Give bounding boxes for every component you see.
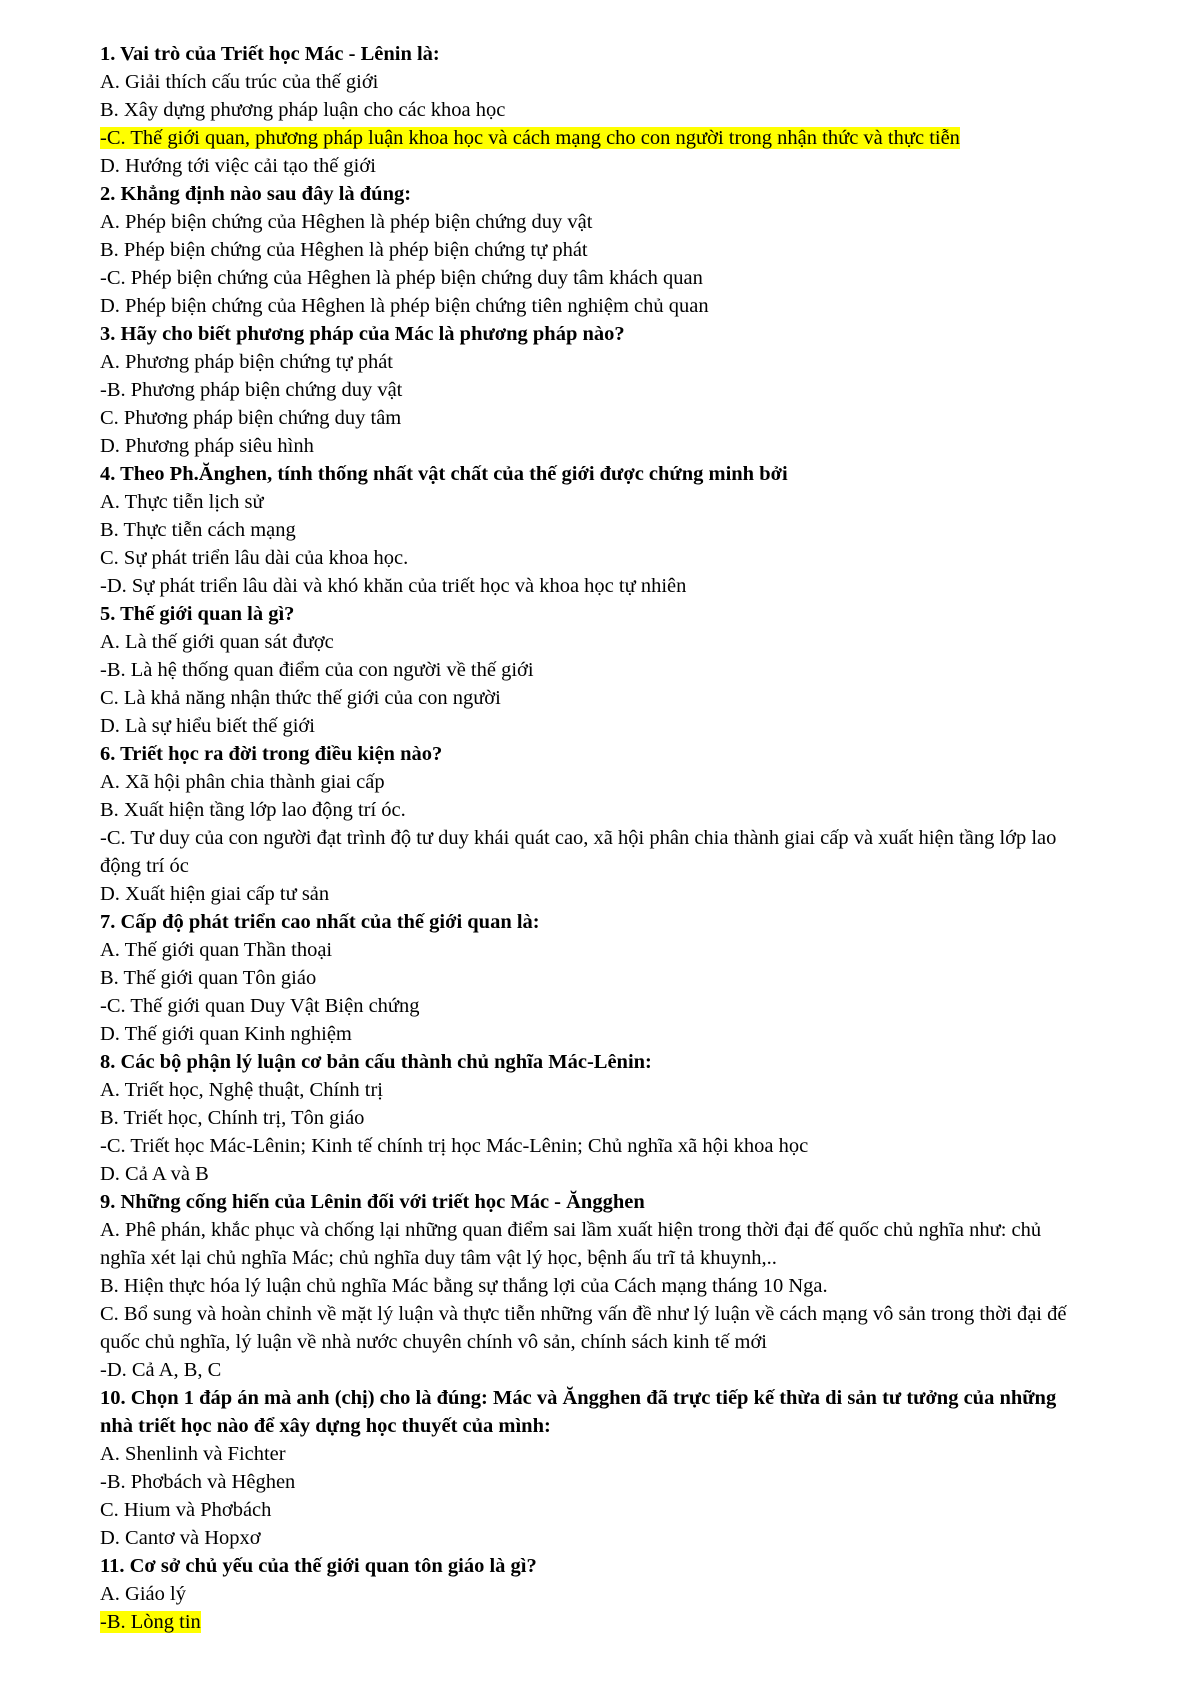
answer-text: D. Là sự hiểu biết thế giới: [100, 715, 315, 737]
answer-option: [100, 124, 1090, 152]
answer-text: C. Phương pháp biện chứng duy tâm: [100, 407, 402, 429]
question-block: [100, 460, 1090, 600]
answer-option: [100, 964, 1090, 992]
question-block: [100, 180, 1090, 320]
highlighted-answer-text: -B. Lòng tin: [100, 1611, 201, 1633]
answer-option: [100, 1440, 1090, 1468]
answer-text: -B. Phương pháp biện chứng duy vật: [100, 379, 403, 401]
answer-text: B. Triết học, Chính trị, Tôn giáo: [100, 1107, 365, 1129]
answer-option: [100, 684, 1090, 712]
quiz-content: [100, 40, 1090, 1636]
answer-text: D. Phương pháp siêu hình: [100, 435, 314, 457]
answer-text: A. Shenlinh và Fichter: [100, 1443, 286, 1465]
answer-text: C. Sự phát triển lâu dài của khoa học.: [100, 547, 409, 569]
answer-option: [100, 404, 1090, 432]
answer-option: [100, 264, 1090, 292]
answer-option: [100, 1104, 1090, 1132]
question-title: 10. Chọn 1 đáp án mà anh (chị) cho là đúng: Mác và Ăngghen đã trực tiếp kế thừa di sản tư tưởng của những nhà triết học nào để xây dựng học thuyết của mình:: [100, 1387, 1057, 1437]
answer-text: A. Giáo lý: [100, 1583, 186, 1605]
answer-text: B. Xây dựng phương pháp luận cho các khoa học: [100, 99, 506, 121]
answer-text: D. Thế giới quan Kinh nghiệm: [100, 1023, 352, 1045]
answer-text: A. Xã hội phân chia thành giai cấp: [100, 771, 385, 793]
answer-text: D. Cả A và B: [100, 1163, 209, 1185]
answer-text: D. Cantơ và Hopxơ: [100, 1527, 261, 1549]
answer-text: B. Phép biện chứng của Hêghen là phép biện chứng tự phát: [100, 239, 588, 261]
answer-text: D. Phép biện chứng của Hêghen là phép biện chứng tiên nghiệm chủ quan: [100, 295, 709, 317]
answer-option: [100, 628, 1090, 656]
answer-text: -D. Sự phát triển lâu dài và khó khăn của triết học và khoa học tự nhiên: [100, 575, 687, 597]
answer-option: [100, 1272, 1090, 1300]
answer-option: [100, 544, 1090, 572]
answer-text: A. Phép biện chứng của Hêghen là phép biện chứng duy vật: [100, 211, 593, 233]
answer-option: [100, 712, 1090, 740]
answer-option: [100, 292, 1090, 320]
question-block: [100, 908, 1090, 1048]
answer-option: [100, 656, 1090, 684]
answer-option: [100, 152, 1090, 180]
question-block: [100, 1048, 1090, 1188]
answer-text: -C. Tư duy của con người đạt trình độ tư duy khái quát cao, xã hội phân chia thành giai cấp và xuất hiện tầng lớp lao động trí óc: [100, 827, 1057, 877]
answer-text: B. Hiện thực hóa lý luận chủ nghĩa Mác bằng sự thắng lợi của Cách mạng tháng 10 Nga.: [100, 1275, 828, 1297]
answer-text: A. Phê phán, khắc phục và chống lại những quan điểm sai lầm xuất hiện trong thời đại đế quốc chủ nghĩa như: chủ nghĩa xét lại chủ nghĩa Mác; chủ nghĩa duy tâm vật lý học, bệnh ấu trĩ tả khuynh,..: [100, 1219, 1042, 1269]
answer-option: [100, 236, 1090, 264]
answer-option: [100, 1076, 1090, 1104]
answer-option: [100, 1216, 1090, 1272]
answer-text: A. Triết học, Nghệ thuật, Chính trị: [100, 1079, 384, 1101]
answer-option: [100, 1020, 1090, 1048]
question-block: [100, 1188, 1090, 1384]
question-title: 5. Thế giới quan là gì?: [100, 603, 295, 625]
answer-option: [100, 1300, 1090, 1356]
question-title: 2. Khẳng định nào sau đây là đúng:: [100, 183, 412, 205]
highlighted-answer-text: -C. Thế giới quan, phương pháp luận khoa học và cách mạng cho con người trong nhận thức và thực tiễn: [100, 127, 960, 149]
answer-option: [100, 572, 1090, 600]
answer-option: [100, 1132, 1090, 1160]
question-title: 6. Triết học ra đời trong điều kiện nào?: [100, 743, 443, 765]
answer-option: [100, 936, 1090, 964]
answer-text: C. Là khả năng nhận thức thế giới của con người: [100, 687, 501, 709]
answer-text: D. Xuất hiện giai cấp tư sản: [100, 883, 330, 905]
question-title: 8. Các bộ phận lý luận cơ bản cấu thành chủ nghĩa Mác-Lênin:: [100, 1051, 652, 1073]
question-title: 3. Hãy cho biết phương pháp của Mác là phương pháp nào?: [100, 323, 625, 345]
answer-option: [100, 824, 1090, 880]
answer-text: A. Thế giới quan Thần thoại: [100, 939, 333, 961]
answer-option: [100, 1608, 1090, 1636]
answer-text: -C. Thế giới quan Duy Vật Biện chứng: [100, 995, 420, 1017]
answer-option: [100, 1496, 1090, 1524]
answer-option: [100, 348, 1090, 376]
answer-option: [100, 1356, 1090, 1384]
answer-option: [100, 880, 1090, 908]
answer-option: [100, 1160, 1090, 1188]
answer-text: -C. Phép biện chứng của Hêghen là phép biện chứng duy tâm khách quan: [100, 267, 703, 289]
answer-option: [100, 488, 1090, 516]
question-block: [100, 320, 1090, 460]
answer-text: C. Bổ sung và hoàn chỉnh về mặt lý luận và thực tiễn những vấn đề như lý luận về cách mạng vô sản trong thời đại đế quốc chủ nghĩa, lý luận về nhà nước chuyên chính vô sản, chính sách kinh tế mới: [100, 1303, 1067, 1353]
answer-text: A. Giải thích cấu trúc của thế giới: [100, 71, 379, 93]
answer-option: [100, 992, 1090, 1020]
answer-text: -B. Là hệ thống quan điểm của con người về thế giới: [100, 659, 534, 681]
answer-text: B. Thế giới quan Tôn giáo: [100, 967, 317, 989]
answer-option: [100, 516, 1090, 544]
answer-option: [100, 1468, 1090, 1496]
answer-option: [100, 1524, 1090, 1552]
answer-option: [100, 432, 1090, 460]
answer-option: [100, 376, 1090, 404]
answer-option: [100, 96, 1090, 124]
answer-text: A. Thực tiễn lịch sử: [100, 491, 264, 513]
question-block: [100, 40, 1090, 180]
answer-option: [100, 1580, 1090, 1608]
question-block: [100, 600, 1090, 740]
answer-text: -D. Cả A, B, C: [100, 1359, 222, 1381]
answer-text: B. Xuất hiện tầng lớp lao động trí óc.: [100, 799, 406, 821]
question-block: [100, 1552, 1090, 1636]
answer-text: D. Hướng tới việc cải tạo thế giới: [100, 155, 376, 177]
answer-text: C. Hium và Phơbách: [100, 1499, 272, 1521]
question-title: 1. Vai trò của Triết học Mác - Lênin là:: [100, 43, 440, 65]
question-title: 4. Theo Ph.Ănghen, tính thống nhất vật chất của thế giới được chứng minh bởi: [100, 463, 788, 485]
answer-text: -B. Phơbách và Hêghen: [100, 1471, 296, 1493]
answer-option: [100, 768, 1090, 796]
answer-option: [100, 68, 1090, 96]
question-block: [100, 740, 1090, 908]
question-block: [100, 1384, 1090, 1552]
answer-text: A. Phương pháp biện chứng tự phát: [100, 351, 393, 373]
answer-option: [100, 796, 1090, 824]
question-title: 11. Cơ sở chủ yếu của thế giới quan tôn giáo là gì?: [100, 1555, 537, 1577]
answer-text: -C. Triết học Mác-Lênin; Kinh tế chính trị học Mác-Lênin; Chủ nghĩa xã hội khoa học: [100, 1135, 809, 1157]
answer-text: A. Là thế giới quan sát được: [100, 631, 334, 653]
answer-text: B. Thực tiễn cách mạng: [100, 519, 296, 541]
question-title: 9. Những cống hiến của Lênin đối với triết học Mác - Ăngghen: [100, 1191, 645, 1213]
answer-option: [100, 208, 1090, 236]
question-title: 7. Cấp độ phát triển cao nhất của thế giới quan là:: [100, 911, 540, 933]
